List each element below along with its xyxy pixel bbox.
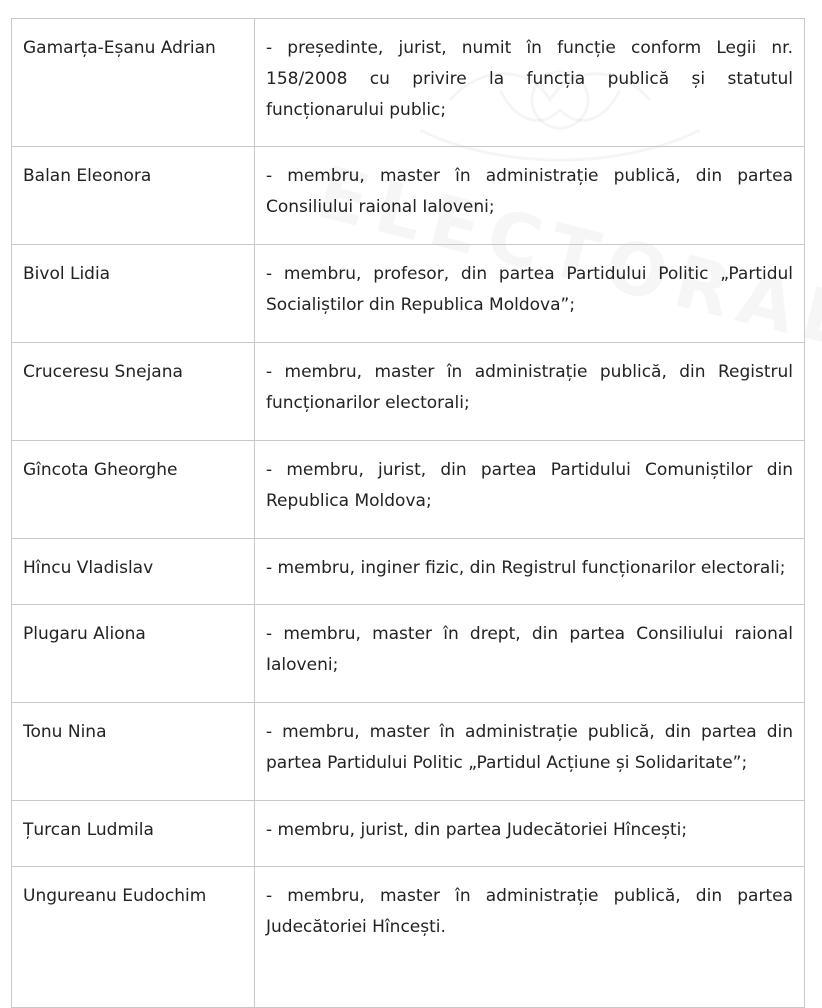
table-row	[12, 19, 805, 147]
members-table	[11, 18, 805, 1008]
member-name: Ungureanu Eudochim	[12, 867, 255, 1008]
member-role: - membru, jurist, din partea Judecătoriei Hîncești;	[255, 801, 805, 867]
member-name: Bivol Lidia	[12, 245, 255, 343]
table-row	[12, 801, 805, 867]
member-name: Tonu Nina	[12, 703, 255, 801]
member-name: Gîncota Gheorghe	[12, 441, 255, 539]
member-role: - membru, master în drept, din partea Consiliului raional Ialoveni;	[255, 605, 805, 703]
member-role: - membru, jurist, din partea Partidului Comuniștilor din Republica Moldova;	[255, 441, 805, 539]
table-row	[12, 703, 805, 801]
member-name: Balan Eleonora	[12, 147, 255, 245]
member-name: Gamarța-Eșanu Adrian	[12, 19, 255, 147]
member-role: - membru, master în administrație publică, din partea Judecătoriei Hîncești.	[255, 867, 805, 1008]
member-role: - membru, profesor, din partea Partidului Politic „Partidul Socialiștilor din Republica Moldova”;	[255, 245, 805, 343]
member-role: - președinte, jurist, numit în funcție conform Legii nr. 158/2008 cu privire la funcția publică și statutul funcționarului public;	[255, 19, 805, 147]
member-name: Țurcan Ludmila	[12, 801, 255, 867]
member-role: - membru, master în administrație publică, din Registrul funcționarilor electorali;	[255, 343, 805, 441]
member-name: Plugaru Aliona	[12, 605, 255, 703]
table-row	[12, 441, 805, 539]
table-row	[12, 867, 805, 1008]
table-row	[12, 147, 805, 245]
table-row	[12, 245, 805, 343]
table-row	[12, 605, 805, 703]
table-row	[12, 539, 805, 605]
member-role: - membru, master în administrație publică, din partea din partea Partidului Politic „Partidul Acțiune și Solidaritate”;	[255, 703, 805, 801]
member-name: Hîncu Vladislav	[12, 539, 255, 605]
member-name: Cruceresu Snejana	[12, 343, 255, 441]
member-role: - membru, inginer fizic, din Registrul funcționarilor electorali;	[255, 539, 805, 605]
member-role: - membru, master în administrație publică, din partea Consiliului raional Ialoveni;	[255, 147, 805, 245]
table-row	[12, 343, 805, 441]
